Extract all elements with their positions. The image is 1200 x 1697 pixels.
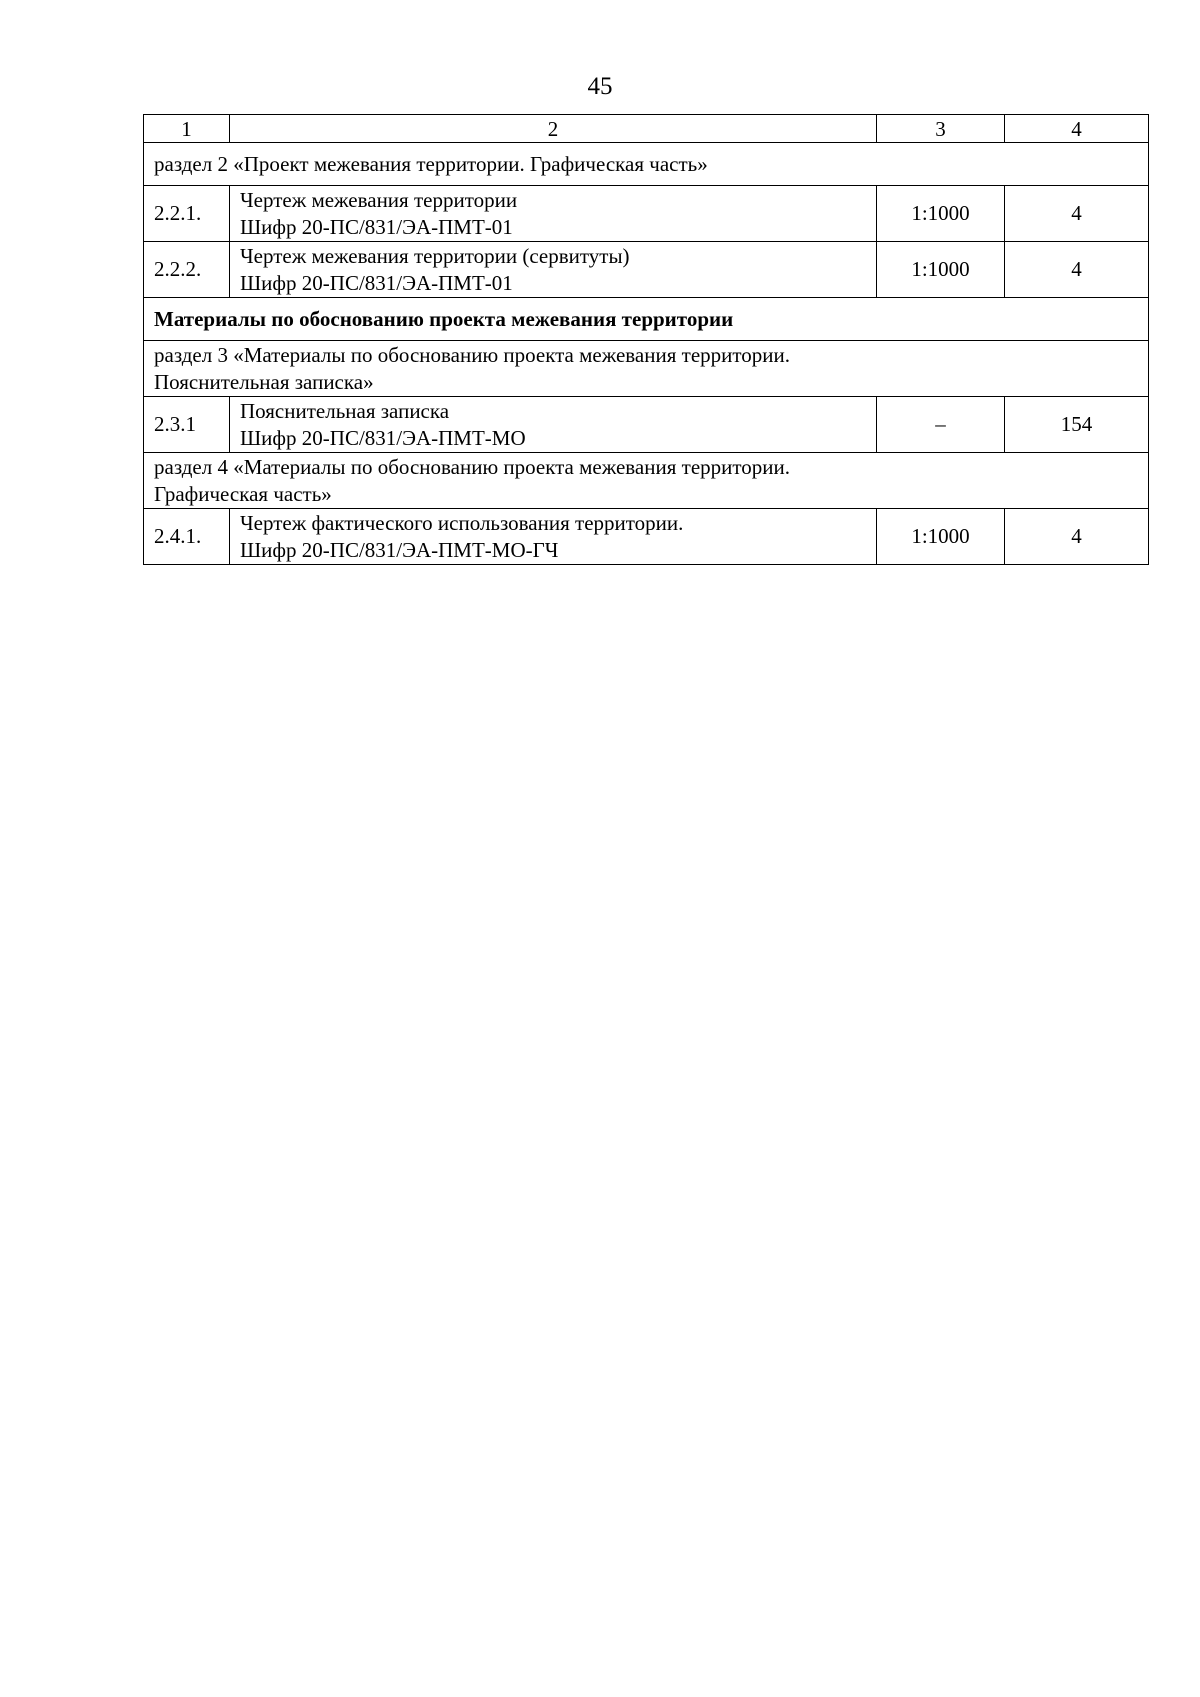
- table-row: [144, 143, 1149, 186]
- group-heading: Материалы по обоснованию проекта межевания территории: [144, 298, 1149, 341]
- item-sheets: 4: [1005, 242, 1149, 298]
- item-scale: –: [877, 397, 1005, 453]
- item-title: Чертеж фактического использования территории.: [240, 510, 684, 535]
- item-number: 2.4.1.: [144, 509, 230, 565]
- table-row: [144, 242, 1149, 298]
- item-name: [230, 186, 877, 242]
- table-row: [144, 341, 1149, 397]
- item-sheets: 4: [1005, 509, 1149, 565]
- section-heading-line: раздел 4 «Материалы по обоснованию проекта межевания территории.: [154, 454, 790, 479]
- item-name: [230, 397, 877, 453]
- item-code: Шифр 20-ПС/831/ЭА-ПМТ-01: [240, 270, 513, 295]
- item-scale: 1:1000: [877, 509, 1005, 565]
- document-table: [143, 114, 1149, 565]
- section-heading-line: Графическая часть»: [154, 481, 332, 506]
- item-name: [230, 509, 877, 565]
- section-heading-line: раздел 3 «Материалы по обоснованию проекта межевания территории.: [154, 342, 790, 367]
- section-heading: [144, 453, 1149, 509]
- page-number: 45: [587, 73, 613, 100]
- table-row: [144, 453, 1149, 509]
- header-cell-4: 4: [1005, 115, 1149, 143]
- item-code: Шифр 20-ПС/831/ЭА-ПМТ-МО: [240, 425, 526, 450]
- item-title: Чертеж межевания территории: [240, 187, 518, 212]
- item-name: [230, 242, 877, 298]
- item-number: 2.2.1.: [144, 186, 230, 242]
- section-heading: [144, 341, 1149, 397]
- item-title: Чертеж межевания территории (сервитуты): [240, 243, 630, 268]
- section-heading: раздел 2 «Проект межевания территории. Графическая часть»: [144, 143, 1149, 186]
- section-heading-line: Пояснительная записка»: [154, 369, 374, 394]
- item-scale: 1:1000: [877, 186, 1005, 242]
- item-title: Пояснительная записка: [240, 398, 450, 423]
- header-cell-2: 2: [230, 115, 877, 143]
- table-row: [144, 509, 1149, 565]
- table-row: [144, 186, 1149, 242]
- table-row: [144, 397, 1149, 453]
- item-code: Шифр 20-ПС/831/ЭА-ПМТ-01: [240, 214, 513, 239]
- header-cell-1: 1: [144, 115, 230, 143]
- item-code: Шифр 20-ПС/831/ЭА-ПМТ-МО-ГЧ: [240, 537, 559, 562]
- item-number: 2.3.1: [144, 397, 230, 453]
- table-row: [144, 298, 1149, 341]
- item-sheets: 154: [1005, 397, 1149, 453]
- table-header-row: [144, 115, 1149, 143]
- header-cell-3: 3: [877, 115, 1005, 143]
- item-sheets: 4: [1005, 186, 1149, 242]
- item-scale: 1:1000: [877, 242, 1005, 298]
- item-number: 2.2.2.: [144, 242, 230, 298]
